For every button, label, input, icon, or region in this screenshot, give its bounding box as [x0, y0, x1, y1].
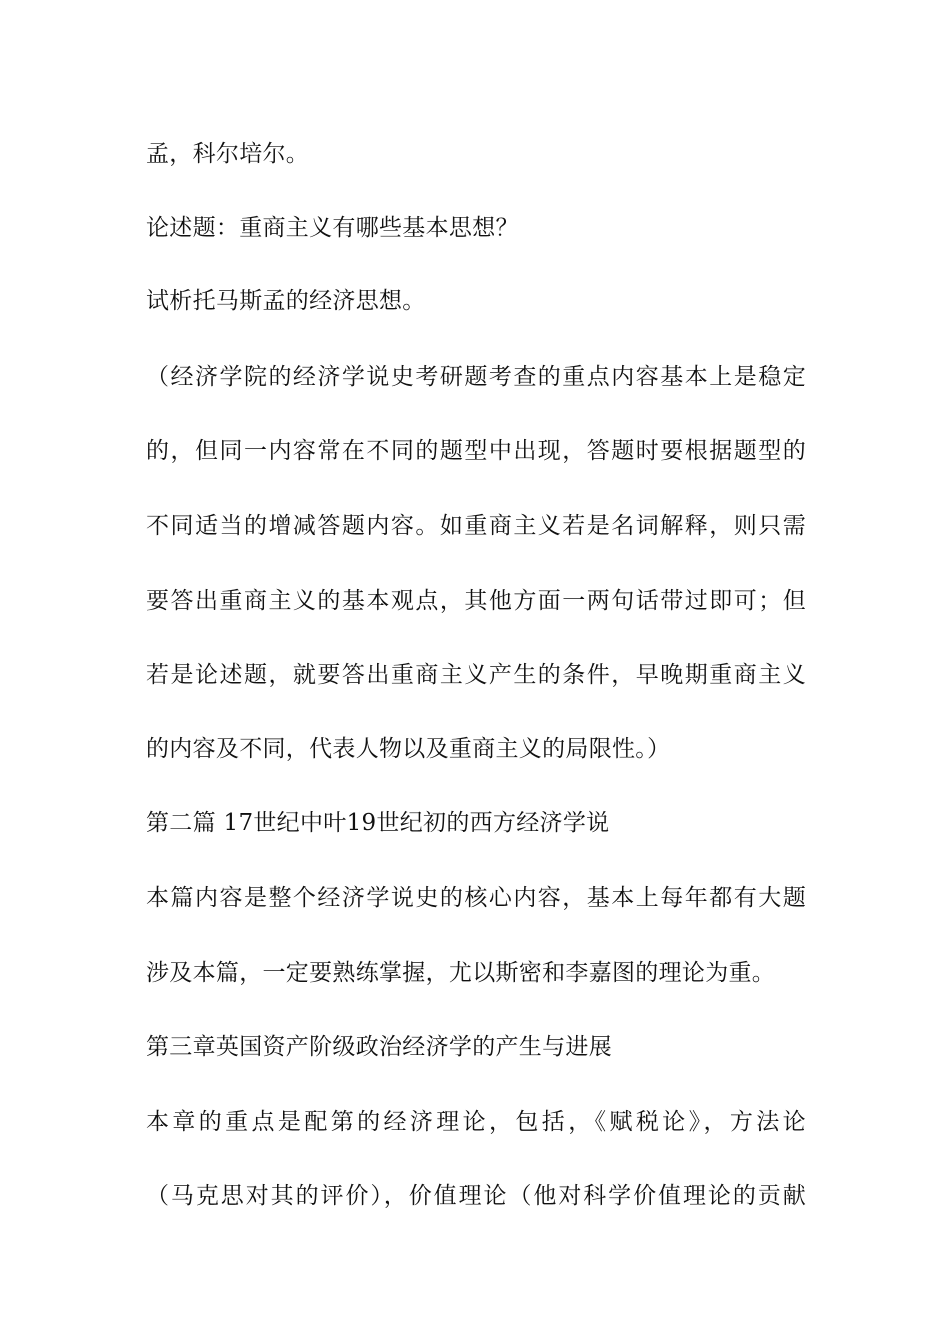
text-line-1: 孟，科尔培尔。 — [146, 141, 310, 167]
section-heading-part-two: 第二篇 17世纪中叶19世纪初的西方经济学说 — [146, 810, 610, 836]
text-line-5: 的，但同一内容常在不同的题型中出现，答题时要根据题型的 — [146, 438, 806, 464]
text-line-7: 要答出重商主义的基本观点，其他方面一两句话带过即可；但 — [146, 588, 806, 614]
text-line-14: 本章的重点是配第的经济理论，包括，《赋税论》，方法论 — [146, 1109, 806, 1135]
text-line-6: 不同适当的增减答题内容。如重商主义若是名词解释，则只需 — [146, 513, 806, 539]
chapter-heading-three: 第三章英国资产阶级政治经济学的产生与进展 — [146, 1034, 612, 1060]
text-line-11: 本篇内容是整个经济学说史的核心内容，基本上每年都有大题 — [146, 885, 806, 911]
text-line-15: （马克思对其的评价），价值理论（他对科学价值理论的贡献 — [146, 1183, 806, 1209]
text-line-4: （经济学院的经济学说史考研题考查的重点内容基本上是稳定 — [146, 364, 806, 390]
text-line-2: 论述题：重商主义有哪些基本思想？ — [146, 215, 519, 241]
text-line-3: 试析托马斯孟的经济思想。 — [146, 288, 426, 314]
text-line-9: 的内容及不同，代表人物以及重商主义的局限性。） — [146, 736, 671, 762]
text-line-12: 涉及本篇，一定要熟练掌握，尤以斯密和李嘉图的理论为重。 — [146, 960, 776, 986]
text-line-8: 若是论述题，就要答出重商主义产生的条件，早晚期重商主义 — [146, 662, 806, 688]
